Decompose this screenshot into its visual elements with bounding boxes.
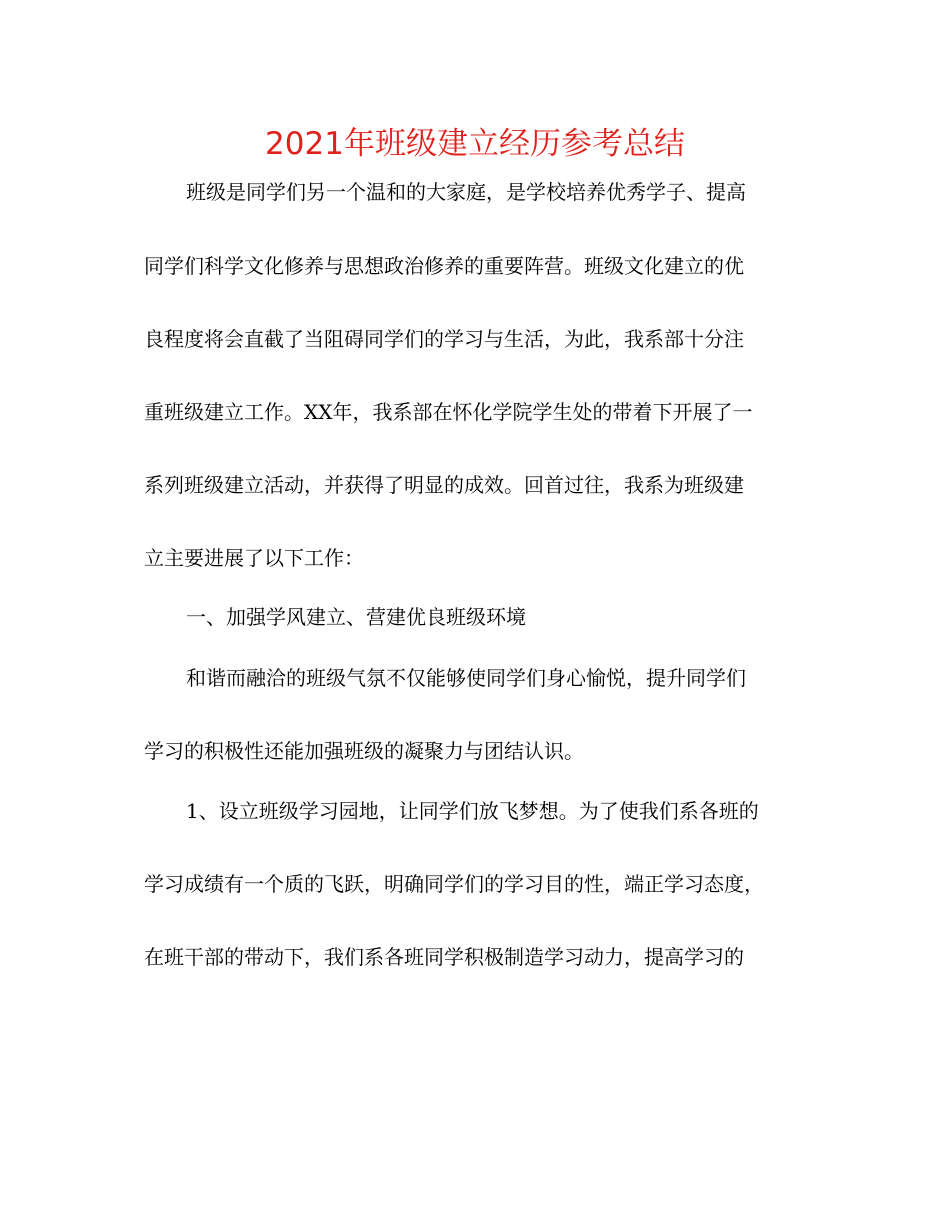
paragraph-line: 学习成绩有一个质的飞跃，明确同学们的学习目的性，端正学习态度， bbox=[144, 872, 764, 896]
paragraph-line: 1、设立班级学习园地，让同学们放飞梦想。为了使我们系各班的 bbox=[186, 799, 759, 823]
paragraph-line: 在班干部的带动下，我们系各班同学积极制造学习动力，提高学习的 bbox=[144, 945, 744, 969]
paragraph-line: 重班级建立工作。XX年，我系部在怀化学院学生处的带着下开展了一 bbox=[144, 400, 753, 424]
document-title: 2021年班级建立经历参考总结 bbox=[265, 126, 685, 162]
paragraph-line: 立主要进展了以下工作： bbox=[144, 546, 364, 570]
section-heading: 一、加强学风建立、营建优良班级环境 bbox=[186, 605, 526, 629]
paragraph-line: 学习的积极性还能加强班级的凝聚力与团结认识。 bbox=[144, 739, 584, 763]
paragraph-line: 良程度将会直截了当阻碍同学们的学习与生活，为此，我系部十分注 bbox=[144, 327, 744, 351]
paragraph-line: 同学们科学文化修养与思想政治修养的重要阵营。班级文化建立的优 bbox=[144, 254, 744, 278]
paragraph-line: 和谐而融洽的班级气氛不仅能够使同学们身心愉悦，提升同学们 bbox=[186, 666, 746, 690]
paragraph-line: 班级是同学们另一个温和的大家庭，是学校培养优秀学子、提高 bbox=[186, 180, 746, 204]
paragraph-line: 系列班级建立活动，并获得了明显的成效。回首过往，我系为班级建 bbox=[144, 473, 744, 497]
